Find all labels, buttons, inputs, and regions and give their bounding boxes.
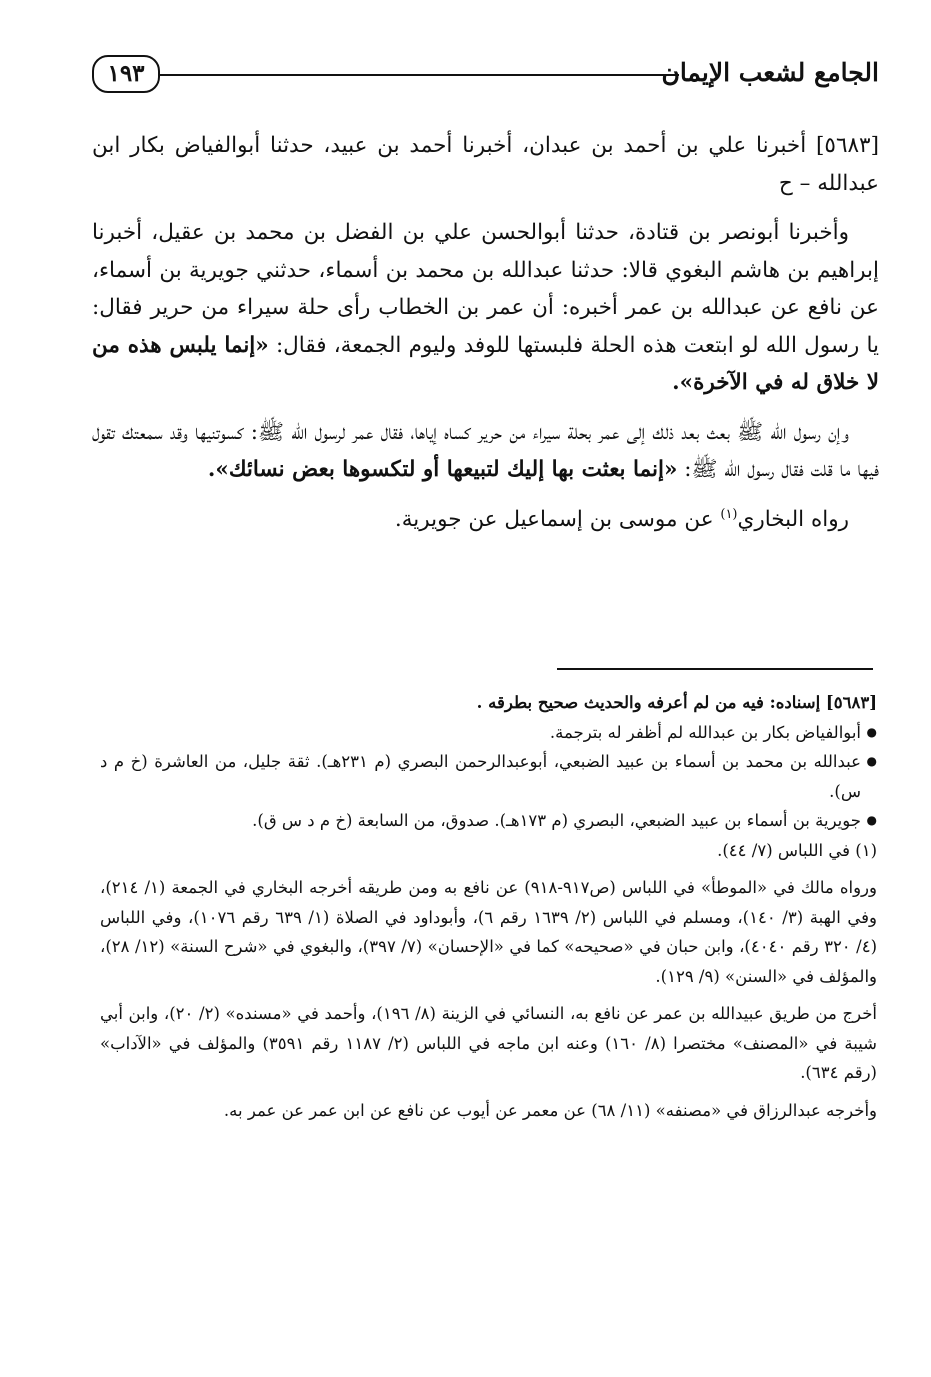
isnad-ref: [٥٦٨٣] إسناده: xyxy=(769,693,877,712)
narrator-note: جويرية بن أسماء بن عبيد الضبعي، البصري (م ١٧٣هـ). صدوق، من السابعة (خ م د س ق). xyxy=(252,811,861,830)
prophetic-saying-2: «إنما بعثت بها إليك لتبيعها أو لتكسوها بعض نسائك». xyxy=(207,457,678,482)
page-number: ١٩٣ xyxy=(92,55,160,93)
isnad-text: [٥٦٨٣] أخبرنا علي بن أحمد بن عبدان، أخبرنا أحمد بن عبيد، حدثنا أبوالفياض بكار ابن عبدالله – ح xyxy=(92,133,879,196)
bullet-icon: ● xyxy=(866,724,877,739)
narration-text: وأخبرنا أبونصر بن قتادة، حدثنا أبوالحسن علي بن الفضل بن محمد بن عقيل، أخبرنا إبراهيم بن هاشم البغوي قالا: حدثنا عبدالله بن محمد بن أسماء، حدثني جويرية بن أسماء، عن نافع عن عبدالله بن عمر أخبره: أن عمر بن الخطاب رأى حلة سيراء من حرير فقال: يا رسول الله لو ابتعت هذه الحلة فلبستها للوفد وليوم الجمعة، فقال: xyxy=(92,220,879,358)
isnad-note xyxy=(100,688,877,718)
narrator-list xyxy=(100,718,877,836)
takhrij-paragraph-1: ورواه مالك في «الموطأ» في اللباس (ص٩١٧-٩١٨) عن نافع به ومن طريقه أخرجه البخاري في الجمعة (١/ ٢١٤)، وفي الهبة (٣/ ١٤٠)، ومسلم في اللباس (٢/ ١٦٣٩ رقم ٦)، وأبوداود في الصلاة (١/ ٦٣٩ رقم ١٠٧٦)، وفي اللباس (٤/ ٣٢٠ رقم ٤٠٤٠)، وابن حبان في «صحيحه» كما في «الإحسان» (٧/ ٣٩٧)، والبغوي في «شرح السنة» (١٢/ ٢٨)، والمؤلف في «السنن» (٩/ ١٢٩). xyxy=(100,878,878,986)
narration-paragraph xyxy=(92,214,879,402)
main-text xyxy=(92,127,879,550)
spacer xyxy=(100,1088,877,1096)
source-text-2: عن موسى بن إسماعيل عن جويرية. xyxy=(394,506,721,532)
hadith-chain-paragraph xyxy=(92,127,879,202)
narrator-note: عبدالله بن محمد بن أسماء بن عبيد الضبعي، أبوعبدالرحمن البصري (م ٢٣١هـ). ثقة جليل، من العاشرة (خ م د س). xyxy=(100,752,862,801)
isnad-verdict: فيه من لم أعرفه والحديث صحيح بطرقه . xyxy=(476,693,770,712)
bullet-icon: ● xyxy=(866,813,877,827)
takhrij-paragraph-3: وأخرجه عبدالرزاق في «مصنفه» (١١/ ٦٨) عن معمر عن أيوب عن نافع عن ابن عمر عن عمر به. xyxy=(223,1100,877,1120)
list-item xyxy=(100,806,877,836)
takhrij-paragraph-2: أخرج من طريق عبيدالله بن عمر عن نافع به، النسائي في الزينة (٨/ ١٩٦)، وأحمد في «مسنده» (٢/ ٢٠)، وابن أبي شيبة في «المصنف» مختصرا (٨/ ١٦٠) وعنه ابن ماجه في اللباس (٢/ ١١٨٧ رقم ٣٥٩١) والمؤلف في «الآداب» (رقم ٦٣٤). xyxy=(100,1004,878,1082)
footnote-marker: (١) xyxy=(720,506,738,522)
list-item xyxy=(100,718,877,748)
spacer xyxy=(100,991,877,999)
source-text: رواه البخاري xyxy=(737,506,849,532)
spacer xyxy=(100,865,877,873)
page-header xyxy=(92,52,879,100)
footnotes xyxy=(100,688,877,1125)
prophetic-saying: «إنما يلبس هذه من لا خلاق له في الآخرة». xyxy=(92,332,879,395)
narration-paragraph-2 xyxy=(92,414,879,489)
narrator-note: أبوالفياض بكار بن عبدالله لم أظفر له بترجمة. xyxy=(549,722,861,742)
list-item xyxy=(100,747,877,806)
footnote-1: (١) في اللباس (٧/ ٤٤). xyxy=(717,840,877,860)
running-title: الجامع لشعب الإيمان xyxy=(661,58,879,87)
header-rule xyxy=(160,74,679,76)
bullet-icon: ● xyxy=(866,754,877,768)
footnote-separator xyxy=(557,668,873,670)
narration-text-2: وإن رسول الله ﷺ بعث بعد ذلك إلى عمر بحلة سيراء من حرير كساه إياها، فقال عمر لرسول الله ﷺ: كسوتنيها وقد سمعتك تقول فيها ما قلت فقال رسول الله ﷺ: xyxy=(92,419,879,482)
source-paragraph xyxy=(92,501,879,539)
